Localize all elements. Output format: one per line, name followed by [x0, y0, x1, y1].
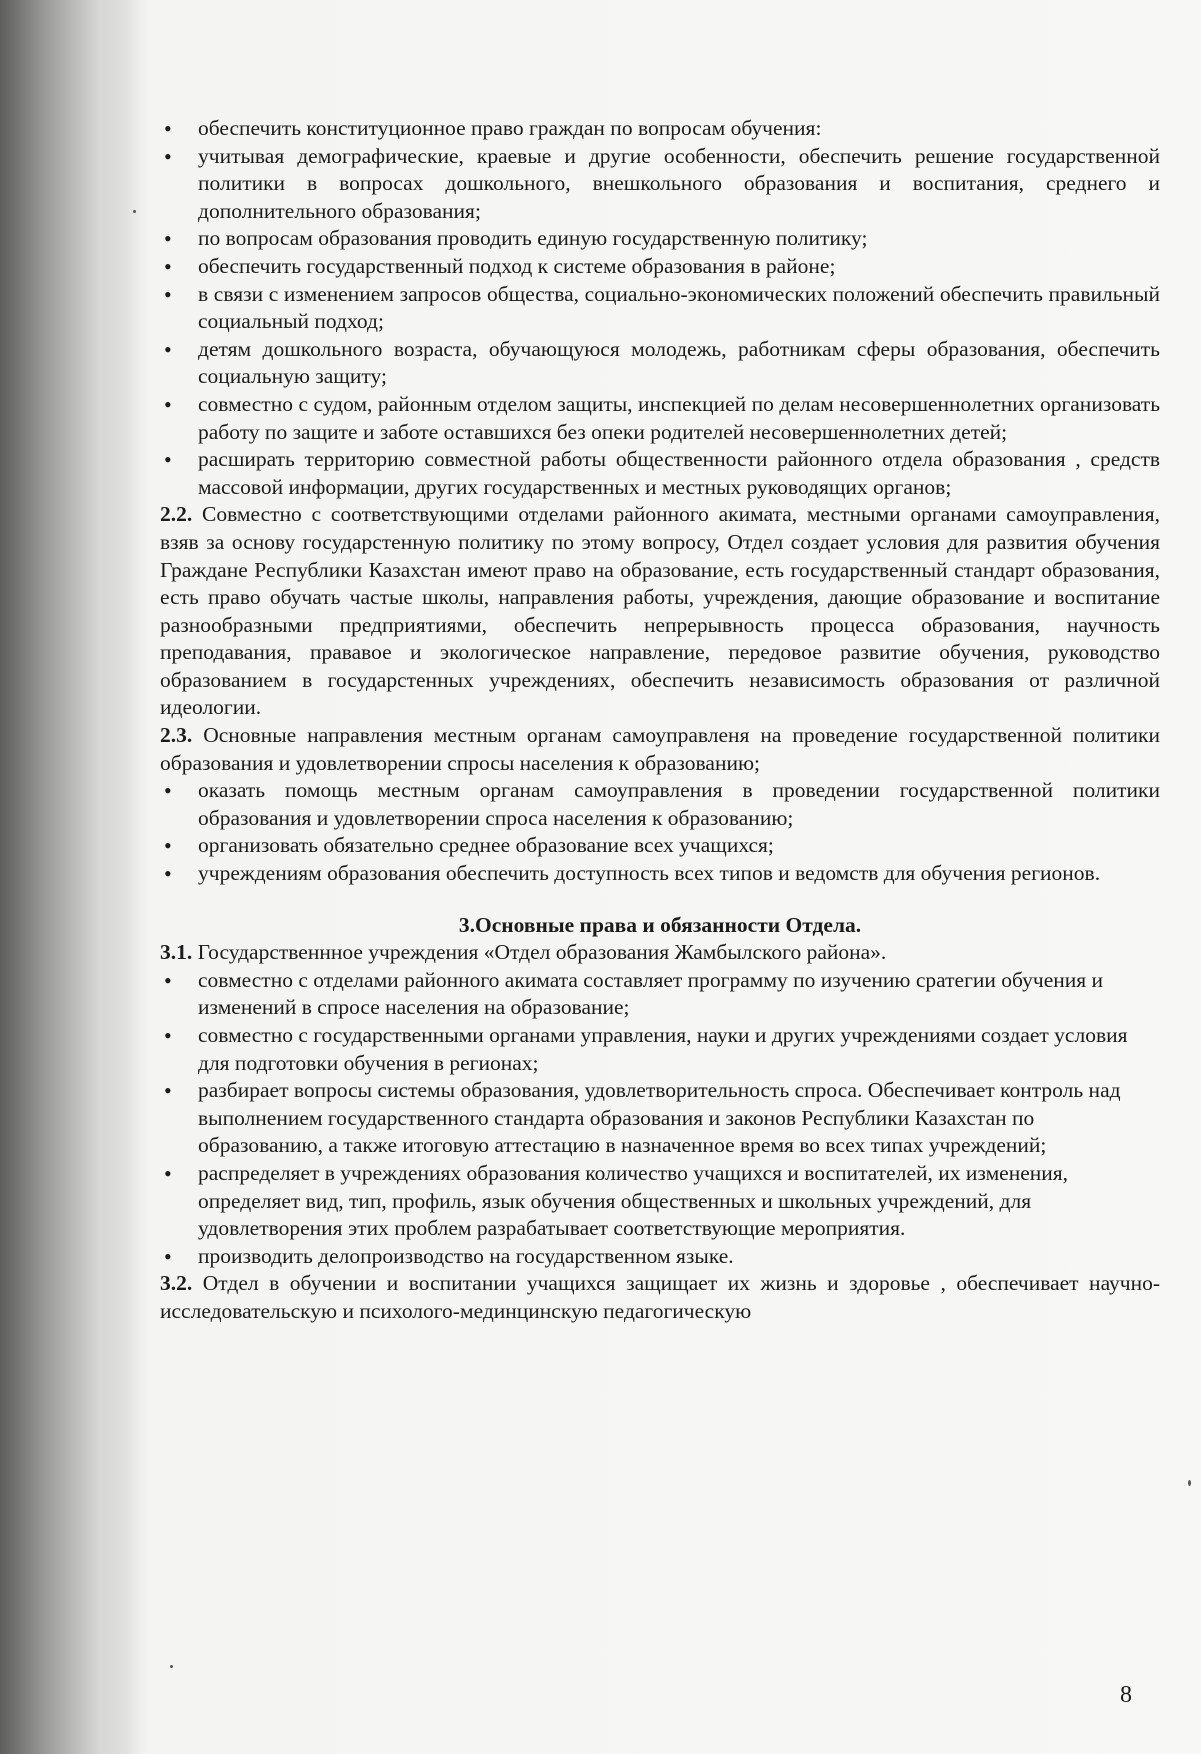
paragraph-number: 3.2. — [160, 1271, 193, 1296]
list-item: • обеспечить государственный подход к системе образования в районе; — [160, 253, 1160, 281]
scan-speck — [133, 210, 136, 213]
paragraph-number: 2.2. — [160, 502, 193, 527]
list-item: • в связи с изменением запросов общества, социально-экономических положений обеспечить правильный социальный подход; — [160, 281, 1160, 336]
list-item: • совместно с отделами районного акимата составляет программу по изучению сратегии обучения и изменений в спросе населения на образование; — [160, 967, 1160, 1022]
section2-bullets-b — [160, 777, 1160, 887]
list-item: • совместно с государственными органами управления, науки и других учреждениями создает условия для подготовки обучения в регионах; — [160, 1022, 1160, 1077]
section-heading: 3.Основные права и обязанности Отдела. — [458, 912, 862, 937]
paragraph-text: Государственнное учреждения «Отдел образования Жамбылского района». — [192, 940, 887, 965]
binding-shadow — [0, 0, 150, 1754]
list-item: • детям дошкольного возраста, обучающуюся молодежь, работникам сферы образования, обеспечить социальную защиту; — [160, 336, 1160, 391]
document-body — [160, 115, 1160, 1715]
list-item: • учитывая демографические, краевые и другие особенности, обеспечить решение государственной политики в вопросах дошкольного, внешкольного образования и воспитания, среднего и дополнительного образования; — [160, 143, 1160, 226]
paragraph-2-3 — [160, 722, 1160, 777]
list-item: • по вопросам образования проводить единую государственную политику; — [160, 225, 1160, 253]
paragraph-3-1 — [160, 939, 1160, 967]
list-item: • обеспечить конституционное право граждан по вопросам обучения: — [160, 115, 1160, 143]
page-number: 8 — [1120, 1682, 1132, 1708]
list-item: • расширать территорию совместной работы общественности районного отдела образования , средств массовой информации, других государственных и местных руководящих органов; — [160, 446, 1160, 501]
list-item: • оказать помощь местным органам самоуправления в проведении государственной политики образования и удовлетворении спроса населения к образованию; — [160, 777, 1160, 832]
paragraph-2-2 — [160, 501, 1160, 722]
paragraph-text: Основные направления местным органам самоуправленя на проведение государственной политики образования и удовлетворении спросы населения к образованию; — [160, 723, 1160, 775]
section2-bullets-a — [160, 115, 1160, 501]
section3-bullets — [160, 967, 1160, 1271]
list-item: • учреждениям образования обеспечить доступность всех типов и ведомств для обучения регионов. — [160, 860, 1160, 888]
scan-speck — [1188, 1480, 1191, 1486]
paragraph-text: Совместно с соответствующими отделами районного акимата, местными органами самоуправления, взяв за основу государстенную политику по этому вопросу, Отдел создает условия для развития обучения Граждане Республики Казахстан имеют право на образование, есть государственный стандарт образования, есть право обучать частые школы, направления работы, учреждения, дающие образование и воспитание разнообразными предприятиями, обеспечить непрерывность процесса образования, научность преподавания, прававое и экологическое направление, передовое развитие обучения, руководство образованием в государстенных учреждениях, обеспечить независимость образования от различной идеологии. — [160, 502, 1160, 720]
scan-speck — [170, 1665, 173, 1668]
paragraph-number: 3.1. — [160, 940, 193, 965]
list-item: • организовать обязательно среднее образование всех учащихся; — [160, 832, 1160, 860]
list-item: • совместно с судом, районным отделом защиты, инспекцией по делам несовершеннолетних организовать работу по защите и заботе оставшихся без опеки родителей несовершеннолетних детей; — [160, 391, 1160, 446]
section-3 — [160, 912, 1160, 1326]
list-item: • производить делопроизводство на государственном языке. — [160, 1243, 1160, 1271]
list-item: • разбирает вопросы системы образования, удовлетворительность спроса. Обеспечивает контроль над выполнением государственного стандарта образования и законов Республики Казахстан по образованию, а также итоговую аттестацию в назначенное время во всех типах учреждений; — [160, 1077, 1160, 1160]
paragraph-number: 2.3. — [160, 723, 193, 748]
paragraph-text: Отдел в обучении и воспитании учащихся защищает их жизнь и здоровье , обеспечивает научно-исследовательскую и психолого-мединцинскую педагогическую — [160, 1271, 1160, 1323]
list-item: • распределяет в учреждениях образования количество учащихся и воспитателей, их изменения, определяет вид, тип, профиль, язык обучения общественных и школьных учреждений, для удовлетворения этих проблем разрабатывает соответствующие мероприятия. — [160, 1160, 1160, 1243]
paragraph-3-2 — [160, 1270, 1160, 1325]
